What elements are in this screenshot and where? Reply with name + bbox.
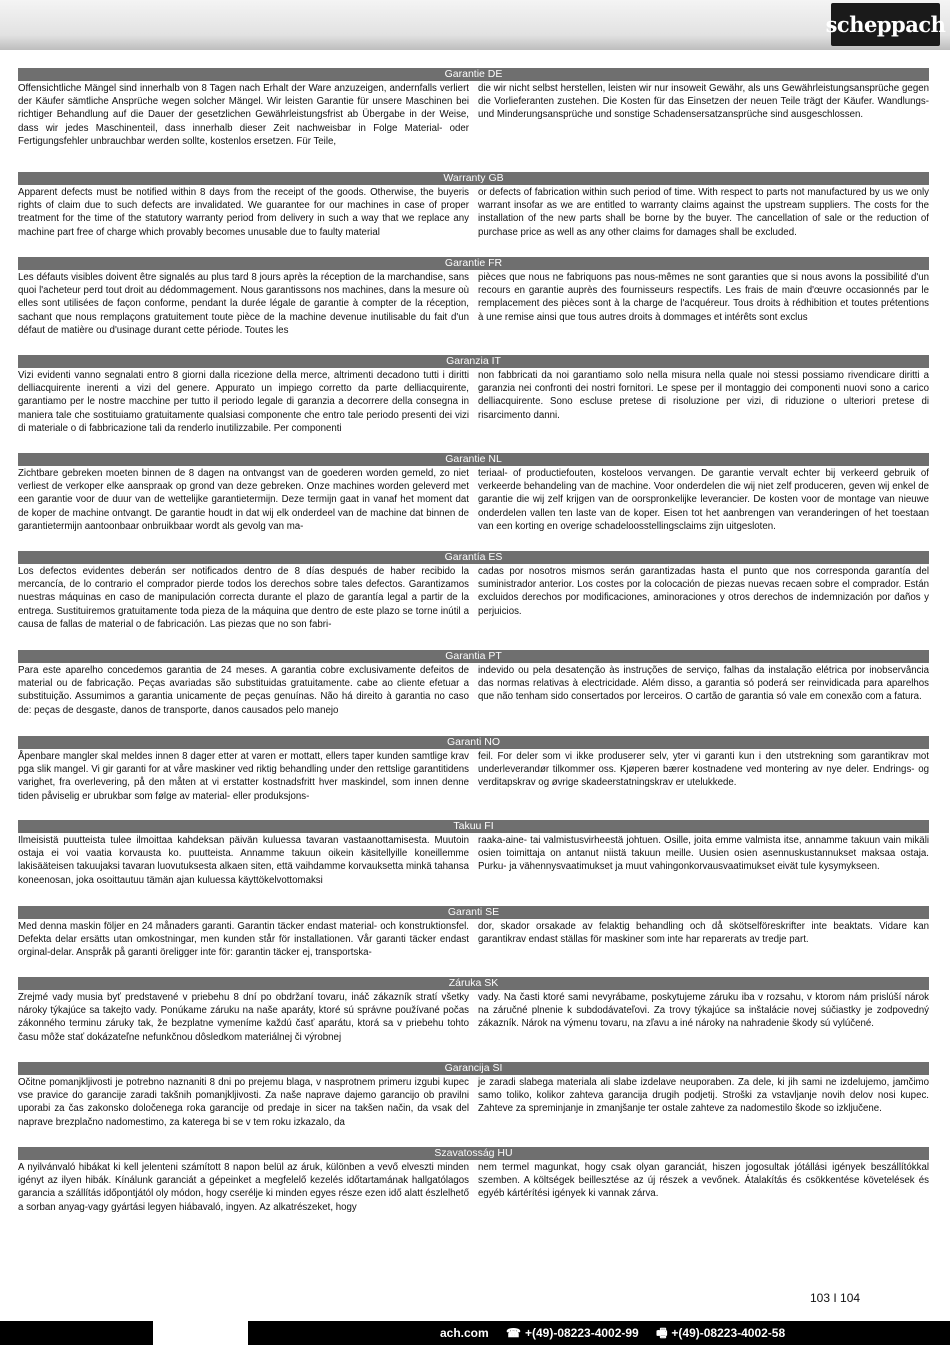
section-text-right: pièces que nous ne fabriquons pas nous-mêmes ne sont garanties que si nous avons la possibilité d'un recours en garantie auprès des fournisseurs respectifs. Les frais de main d'œuvre occasionnés par le remplacement des pièces sont à la charge de l'acquéreur. Tous droits à rédhibition et toutes prétentions à une remise ainsi que tous autres droits à dommages et intérêts sont exclus (478, 272, 929, 323)
section-text-right: or defects of fabrication within such period of time. With respect to parts not manufactured by us we only warrant insofar as we are entitled to warranty claims against the upstream suppliers. The costs for the installation of the new parts shall be borne by the buyer. The cancellation of sale or the reduction of purchase price as well as any other claims for damages shall be excluded. (478, 187, 929, 238)
section-text-left: A nyilvánvaló hibákat ki kell jelenteni számított 8 napon belül az áruk, különben a vevő elveszti minden igényt az ilyen hibák. Kínálunk garanciát a gépeinket a megfelelő kezelés időtartamának hallgatólagos garancia a szállítás időpontjától oly módon, hogy cserélje ki minden egyes része ezen idő alatt észlelhető a sorban anyag-vagy gyártási legyen hiábavaló, ingyen. Az alkatrészeket, hogy (18, 1162, 469, 1213)
section-text-left: Očitne pomanjkljivosti je potrebno naznaniti 8 dni po prejemu blaga, v nasprotnem primeru izgubi kupec vse pravice do garancije zaradi takšnih pomanjkljivosti. Za naše naprave dajemo garancijo ob pravilni uporabi za čas zakonsko določenega roka garancije od predaje in sicer na takšen način, da vsak del naprave brezplačno nadomestimo, za katerega bi se v tem roku izkazalo, da (18, 1077, 469, 1128)
section-text-right: teriaal- of productiefouten, kosteloos vervangen. De garantie vervalt echter bij verkeerd gebruik of verkeerde behandeling van de machine. Voor onderdelen die wij niet zelf produceren, geven wij enkel de garantie die wij zelf krijgen van de oorspronkelijke leverancier. De kosten voor de montage van nieuwe onderdelen vallen ten laste van de koper. Eisen tot het aanbrengen van veranderingen of het toestaan van een korting en overige schadeloosstellingsclaims zijn uitgesloten. (478, 468, 929, 532)
warranty-section-si (18, 1062, 929, 1129)
page-number: 103 I 104 (810, 1291, 861, 1305)
section-text-left: Vizi evidenti vanno segnalati entro 8 giorni dalla ricezione della merce, altrimenti decadono tutti i diritti delliacquirente inerenti a vizi del genere. Appurato un impiego corretto da parte delliacquirente, garantiamo per le nostre macchine per tutto il periodo legale di garanzia a decorrere della consegna in maniera tale che sostituiamo gratuitamente qualsiasi componente che entro tale periodo presenti dei vizi di materiale o di fabbricazione tali da renderlo inutilizzabile. Per componenti (18, 370, 469, 434)
footer-fax: +(49)-08223-4002-58 (671, 1326, 786, 1340)
section-title: Garantia PT (18, 650, 929, 663)
footer-bar (0, 1321, 950, 1345)
section-text-right: nem termel magunkat, hogy csak olyan garanciát, hiszen jogosultak jótállási igények beszállítókkal szemben. A költségek beillesztése az új részek a vevőnek. Átalakítás és csökkentése követelések és egyéb kártérítési igények ki vannak zárva. (478, 1162, 929, 1200)
section-text-right: dor, skador orsakade av felaktig behandling och då skötselföreskrifter inte beaktats. Vidare kan garantikrav endast ställas för maskiner som inte har reparerats av tredje part. (478, 921, 929, 946)
section-title: Garanti SE (18, 906, 929, 919)
footer-website[interactable]: ach.com (440, 1326, 489, 1340)
warranty-section-sk (18, 977, 929, 1044)
section-text-left: Offensichtliche Mängel sind innerhalb von 8 Tagen nach Erhalt der Ware anzuzeigen, andernfalls verliert der Käufer sämtliche Ansprüche wegen solcher Mängel. Wir leisten Garantie für unsere Maschinen bei richtiger Behandlung auf die Dauer der gesetzlichen Gewährleistungsfrist ab Übergabe in der Weise, dass wir jedes Maschinenteil, dass innerhalb dieser Zeit nachweisbar in Folge Material- oder Fertigungsfehler unbrauchbar werden sollte, kostenlos ersetzen. Für Teile, (18, 83, 469, 147)
warranty-section-hu (18, 1147, 929, 1214)
warranty-section-it (18, 355, 929, 435)
warranty-section-no (18, 736, 929, 803)
section-text-left: Åpenbare mangler skal meldes innen 8 dager etter at varen er mottatt, ellers taper kunden samtlige krav pga slik mangel. Vi gir garanti for at våre maskiner ved riktig behandling under den rettslige garantitidens varighet, fra overlevering, på den måten at vi erstatter kostnadsfritt hver maskindel, som innen denne tiden påviselig er ubrukbar som følge av material- eller produksjons- (18, 751, 469, 802)
warranty-section-pt (18, 650, 929, 717)
warranty-section-fi (18, 820, 929, 887)
section-text-left: Para este aparelho concedemos garantia de 24 meses. A garantia cobre exclusivamente defeitos de material ou de fabricação. Peças avariadas são substituidas gratuitamente. cabe ao cliente efetuar a substituição. Assumimos a garantia unicamente de peças genuínas. Não há direito à garantia no caso de: peças de desgaste, danos de transporte, danos causados pelo manejo (18, 665, 469, 716)
logo-text: scheppach (825, 12, 946, 37)
section-title: Takuu FI (18, 820, 929, 833)
section-title: Garanti NO (18, 736, 929, 749)
warranty-section-se (18, 906, 929, 960)
section-text-right: non fabbricati da noi garantiamo solo nella misura nella quale noi stessi possiamo rivendicare diritti a garanzia nei confronti dei nostri fornitori. Le spese per il montaggio dei componenti nuovi sono a carico delliacquirente. Sono escluse pretese di risoluzione per vizi, di riduzione o ulteriori pretese di risarcimento danni. (478, 370, 929, 421)
section-title: Garantía ES (18, 551, 929, 564)
section-text-left: Zichtbare gebreken moeten binnen de 8 dagen na ontvangst van de goederen worden gemeld, zo niet verliest de verkoper elke aanspraak op grond van deze gebreken. Onze machines worden geleverd met een garantie voor de duur van de wettelijke garantietermijn. Deze termijn gaat in vanaf het moment dat de koper de machine ontvangt. De garantie houdt in dat wij elk onderdeel van de machine dat binnen de garantietermijn aantoonbaar onbruikbaar wordt als gevolg van ma- (18, 468, 469, 532)
section-title: Garanzia IT (18, 355, 929, 368)
section-text-right: die wir nicht selbst herstellen, leisten wir nur insoweit Gewähr, als uns Gewährleistungsansprüche gegen die Vorlieferanten zustehen. Die Kosten für das Einsetzen der neuen Teile trägt der Käufer. Wandlungs- und Minderungsansprüche und sonstige Schadensersatzansprüche sind ausgeschlossen. (478, 83, 929, 121)
section-text-left: Med denna maskin följer en 24 månaders garanti. Garantin täcker endast material- och konstruktionsfel. Defekta delar ersätts utan omkostningar, men kunden står för installationen. Vår garanti täcker endast orginal-delar. Anspråk på garanti öreligger inte för: garantin täcker ej, transportska- (18, 921, 469, 959)
section-text-right: je zaradi slabega materiala ali slabe izdelave neuporaben. Za dele, ki jih sami ne izdelujemo, jamčimo samo toliko, kolikor zahteva garancija drugih podjetij. Stroški za vstavljanje novih delov nosi kupec. Zahteve za spreminjanje in zmanjšanje ter ostale zahteve za nadomestilo škode so izključene. (478, 1077, 929, 1115)
warranty-section-fr (18, 257, 929, 337)
section-title: Garantie FR (18, 257, 929, 270)
warranty-section-nl (18, 453, 929, 533)
section-title: Szavatosság HU (18, 1147, 929, 1160)
section-text-left: Ilmeisistä puutteista tulee ilmoittaa kahdeksan päivän kuluessa tavaran vastaanottamisesta. Muutoin ostaja ei voi vaatia korvausta ko. puutteista. Annamme takuun oikein käsitellyille koneillemme lakisääteisen takuujaksi tavaran luovutuksesta alkaen siten, että vaihdamme korvauksetta minkä tahansa koneenosan, joka osoittautuu tämän ajan kuluessa käyttökelvottomaksi (18, 835, 469, 886)
section-text-left: Los defectos evidentes deberán ser notificados dentro de 8 días después de haber recibido la mercancía, de lo contrario el comprador pierde todos los derechos sobre tales defectos. Garantizamos nuestras máquinas en caso de manipulación correcta durante el plazo de garantía legal a partir de la entrega. Sustituiremos gratuitamente toda pieza de la máquina que dentro de este plazo se torne inútil a causa de fallas de material o de fabricación. Las piezas que no son fabri- (18, 566, 469, 630)
section-text-left: Zrejmé vady musia byť predstavené v priebehu 8 dní po obdržaní tovaru, ináč zákazník stratí všetky nároky týkajúce sa takejto vady. Ponúkame záruku na naše aparáty, ktoré sú správne používané počas zákonného terminu záruky tak, že bezplatne vymeníme každú časť aparátu, ktorá sa v priebehu tohto času môže stať dokázateľne nefunkčnou dôsledkom materiálnej či výrobnej (18, 992, 469, 1043)
phone-icon: ☎ (506, 1326, 521, 1340)
footer-white-block (153, 1321, 248, 1345)
brand-logo (825, 3, 946, 46)
section-title: Garantie DE (18, 68, 929, 81)
section-text-left: Apparent defects must be notified within 8 days from the receipt of the goods. Otherwise, the buyeris rights of claim due to such defects are invalidated. We guarantee for our machines in case of proper treatment for the time of the statutory warranty period from delivery in such a way that we replace any machine part free of charge which provably becomes unusable due to faulty material (18, 187, 469, 238)
warranty-section-es (18, 551, 929, 631)
warranty-section-de (18, 68, 929, 148)
section-text-right: cadas por nosotros mismos serán garantizadas hasta el punto que nos corresponda garantía del suministrador anterior. Los costes por la colocación de piezas nuevas recaen sobre el comprador. Están excluidos derechos por modificaciones, aminoraciones y otros derechos de indemnización por daños y perjuicios. (478, 566, 929, 617)
section-text-right: feil. For deler som vi ikke produserer selv, yter vi garanti kun i den utstrekning som garantikrav mot underleverandør tilkommer oss. Kjøperen bærer kostnadene ved montering av nye deler. Endrings- og verditapskrav og øvrige skadeerstatningskrav er utelukkede. (478, 751, 929, 789)
section-title: Garancija SI (18, 1062, 929, 1075)
header-bar (0, 0, 950, 50)
fax-icon: 🖷 (656, 1326, 668, 1340)
section-text-left: Les défauts visibles doivent être signalés au plus tard 8 jours après la réception de la marchandise, sans quoi l'acheteur perd tout droit au dédommagement. Nous garantissons nos machines, dans la mesure où elles sont utilisées de façon conforme, pendant la durée légale de garantie à compter de la réception, sachant que nous remplaçons gratuitement toute pièce de la machine devenue inutilisable du fait d'un défaut de matière ou d'usinage durant cette période. Toutes les (18, 272, 469, 336)
section-text-right: vady. Na časti ktoré sami nevyrábame, poskytujeme záruku iba v rozsahu, v ktorom nám prislúší nárok na záručné plnenie k subdodávateľovi. Za trovy týkajúce sa inštalácie novej súčiastky je zodpovedný zákazník. Nárok na výmenu tovaru, na zľavu a iné nároky na nahradenie škody sú vylúčené. (478, 992, 929, 1030)
section-title: Warranty GB (18, 172, 929, 185)
section-text-right: indevido ou pela desatenção às instruções de serviço, falhas da instalação elétrica por inobservância das normas relativas à electricidade. Além disso, a garantia só poderá ser reinvidicada para aparelhos que não tenham sido consertados por lerceiros. O cartão de garantia só vale em conexão com a fatura. (478, 665, 929, 703)
section-title: Záruka SK (18, 977, 929, 990)
section-title: Garantie NL (18, 453, 929, 466)
footer-contact (440, 1321, 789, 1345)
warranty-section-gb (18, 172, 929, 239)
section-text-right: raaka-aine- tai valmistusvirheestä johtuen. Osille, joita emme valmista itse, annamme takuun vain mikäli osien toimittaja on antanut niistä takuun meille. Uusien osien asennuskustannukset maksaa ostaja. Purku- ja vähennysvaatimukset ja muut vahingonkorvausvaatimukset eivät tule kysymykseen. (478, 835, 929, 873)
footer-phone: +(49)-08223-4002-99 (524, 1326, 639, 1340)
